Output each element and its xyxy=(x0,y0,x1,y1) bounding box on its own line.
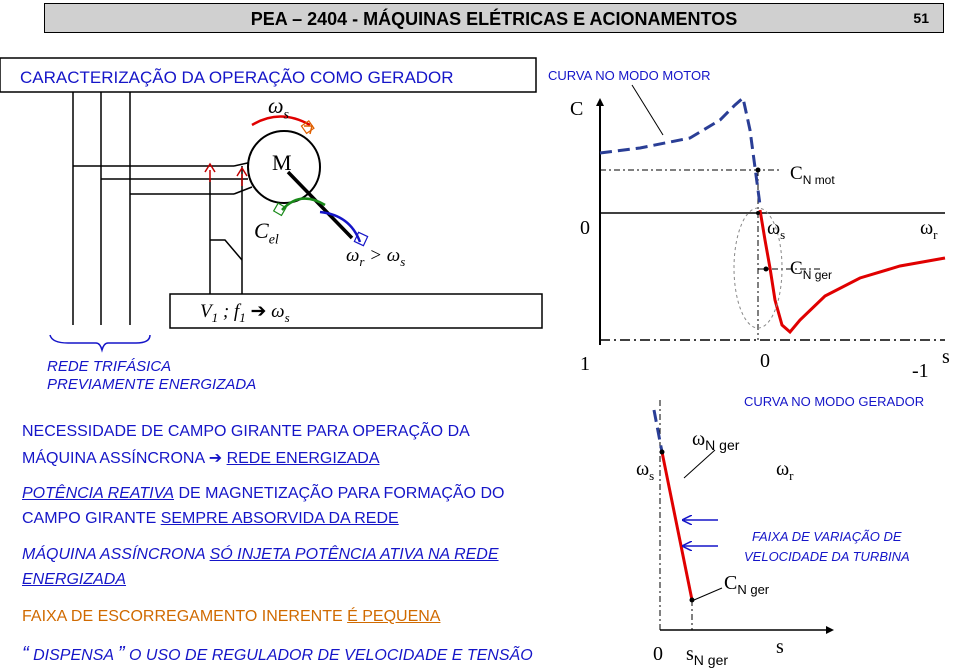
note-3-line-2: ENERGIZADA xyxy=(22,571,127,588)
supply-label: $V_1$ ; $f_1$ ➔ $\omega_s$ xyxy=(200,300,290,325)
electrical-torque-label: $C_{el}$ xyxy=(254,218,279,248)
grid-label-1: REDE TRIFÁSICA xyxy=(47,358,172,375)
slip-one-label: 1 xyxy=(580,353,590,375)
detail-omega-s-label: $\omega_s$ xyxy=(636,458,655,483)
detail-omega-n-ger-label: $\omega_{N ger}$ xyxy=(692,428,740,453)
speed-relation-label: $\omega_r > \omega_s$ xyxy=(346,245,406,269)
detail-sn-ger-label: $s_{N ger}$ xyxy=(686,643,729,668)
grid-brace xyxy=(50,335,150,350)
note-4: FAIXA DE ESCORREGAMENTO INERENTE É PEQUENA xyxy=(22,608,441,625)
chart-omega-s-label: $\omega_s$ xyxy=(767,217,786,242)
detail-omega-r-label: $\omega_r$ xyxy=(776,458,794,483)
section-title: CARACTERIZAÇÃO DA OPERAÇÃO COMO GERADOR xyxy=(20,68,454,87)
motor-label: M xyxy=(272,150,292,175)
note-3-line-1: MÁQUINA ASSÍNCRONA SÓ INJETA POTÊNCIA ATIVA NA REDE xyxy=(22,546,499,563)
turbine-band-label-1: FAIXA DE VARIAÇÃO DE xyxy=(752,529,902,544)
generator-curve xyxy=(760,210,945,332)
torque-axis-label: C xyxy=(570,98,584,120)
page-title: PEA – 2404 - MÁQUINAS ELÉTRICAS E ACIONAMENTOS xyxy=(250,9,738,29)
section-title-box xyxy=(0,58,536,92)
motor-curve xyxy=(600,98,760,205)
grid-label-2: PREVIAMENTE ENERGIZADA xyxy=(47,376,257,393)
detail-zero-label: 0 xyxy=(653,643,663,665)
chart-omega-r-label: $\omega_r$ xyxy=(920,217,938,242)
note-1-line-1: NECESSIDADE DE CAMPO GIRANTE PARA OPERAÇÃO DA xyxy=(22,423,470,440)
note-2-line-1: POTÊNCIA REATIVA DE MAGNETIZAÇÃO PARA FORMAÇÃO DO xyxy=(22,485,505,502)
note-1-line-2: MÁQUINA ASSÍNCRONA ➔ REDE ENERGIZADA xyxy=(22,448,380,467)
current-arrows xyxy=(205,164,247,186)
detail-s-axis-label: s xyxy=(776,636,784,658)
generator-mode-label: CURVA NO MODO GERADOR xyxy=(744,394,925,409)
cn-mot-label: $C_{N mot}$ xyxy=(790,163,835,187)
slip-zero-label: 0 xyxy=(760,350,770,372)
slip-axis-label: s xyxy=(942,346,950,368)
torque-speed-chart xyxy=(600,85,945,345)
motor-feeder xyxy=(73,162,252,220)
page-number: 51 xyxy=(913,10,929,26)
note-2-line-2: CAMPO GIRANTE SEMPRE ABSORVIDA DA REDE xyxy=(22,510,399,527)
motor-shaft xyxy=(288,172,352,238)
detail-cn-ger-label: $C_{N ger}$ xyxy=(724,572,770,597)
zero-speed-label: 0 xyxy=(580,217,590,239)
note-5: “ DISPENSA ” O USO DE REGULADOR DE VELOCIDADE E TENSÃO xyxy=(22,643,533,665)
slip-minus-one-label: -1 xyxy=(912,360,929,382)
grid-lines xyxy=(73,92,130,325)
omega-s-label: $\omega_s$ xyxy=(268,93,289,123)
turbine-band-label-2: VELOCIDADE DA TURBINA xyxy=(744,549,910,564)
motor-mode-label: CURVA NO MODO MOTOR xyxy=(548,68,711,83)
cn-ger-label: $C_{N ger}$ xyxy=(790,258,833,282)
